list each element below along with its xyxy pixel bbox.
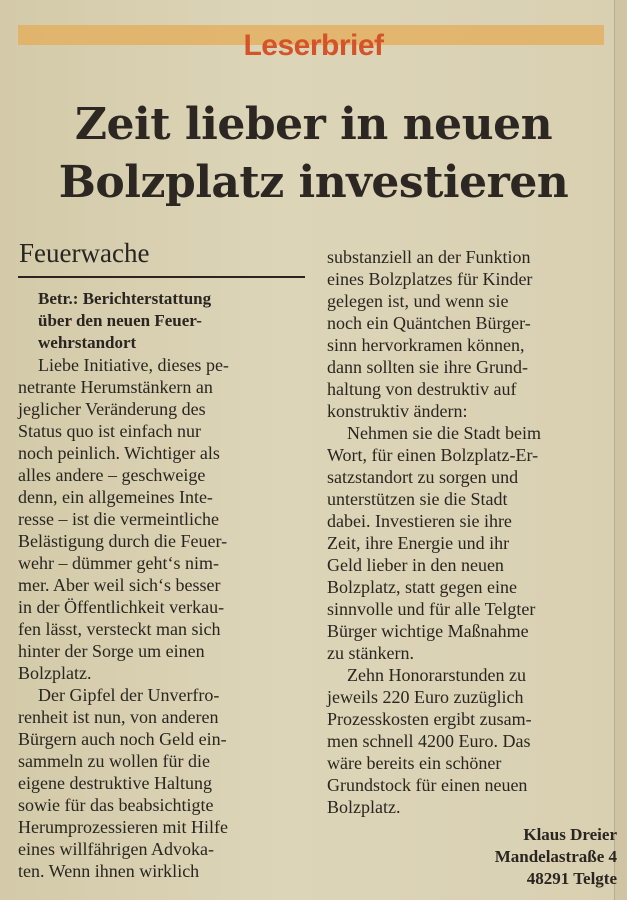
text-line: gelegen ist, und wenn sie: [327, 291, 509, 311]
article-headline: [0, 96, 627, 212]
text-line: Bolzplatz, statt gegen eine: [327, 577, 517, 597]
text-line: Zeit, ihre Energie und ihr: [327, 533, 510, 553]
text-line: satzstandort zu sorgen und: [327, 467, 519, 487]
text-line: Liebe Initiative, dieses pe-: [38, 355, 229, 375]
subject-line-2: über den neuen Feuer-: [38, 311, 202, 330]
text-line: jeweils 220 Euro zuzüglich: [327, 687, 524, 707]
body-text-right: [327, 246, 617, 818]
text-line: Nehmen sie die Stadt beim: [347, 423, 541, 443]
text-line: Geld lieber in den neuen: [327, 555, 504, 575]
article-column-right: [327, 246, 617, 890]
text-line: Belästigung durch die Feuer-: [18, 531, 228, 551]
text-line: Bolzplatz.: [327, 797, 401, 817]
text-line: wäre bereits ein schöner: [327, 753, 502, 773]
text-line: Der Gipfel der Unverfro-: [38, 685, 220, 705]
subject-line-3: wehrstandort: [38, 333, 137, 352]
text-line: eigene destruktive Haltung: [18, 773, 212, 793]
text-line: zu stänkern.: [327, 643, 414, 663]
subject-line: [18, 288, 305, 354]
text-line: konstruktiv ändern:: [327, 401, 468, 421]
text-line: wehr – dümmer geht‘s nim-: [18, 553, 219, 573]
text-line: Wort, für einen Bolzplatz-Er-: [327, 445, 539, 465]
rubric-rule: [18, 276, 305, 278]
text-line: renheit ist nun, von anderen: [18, 707, 219, 727]
author-name: Klaus Dreier: [523, 825, 617, 844]
author-street: Mandelastraße 4: [494, 847, 617, 866]
text-line: resse – ist die vermeintliche: [18, 509, 219, 529]
headline-line-2: Bolzplatz investieren: [58, 157, 569, 208]
text-line: sammeln zu wollen für die: [18, 751, 210, 771]
text-line: men schnell 4200 Euro. Das: [327, 731, 531, 751]
text-line: haltung von destruktiv auf: [327, 379, 517, 399]
text-line: Status quo ist einfach nur: [18, 421, 201, 441]
article-column-left: [18, 234, 305, 882]
body-text-left: [18, 354, 305, 882]
text-line: noch ein Quäntchen Bürger-: [327, 313, 531, 333]
text-line: dann sollten sie ihre Grund-: [327, 357, 528, 377]
section-kicker: Leserbrief: [243, 29, 384, 62]
text-line: substanziell an der Funktion: [327, 247, 531, 267]
text-line: Bolzplatz.: [18, 663, 92, 683]
text-line: dabei. Investieren sie ihre: [327, 511, 512, 531]
text-line: fen lässt, versteckt man sich: [18, 619, 221, 639]
text-line: ten. Wenn ihnen wirklich: [18, 861, 200, 881]
rubric-label: Feuerwache: [19, 238, 150, 268]
author-city: 48291 Telgte: [526, 869, 617, 888]
text-line: eines Bolzplatzes für Kinder: [327, 269, 533, 289]
text-line: jeglicher Veränderung des: [18, 399, 206, 419]
text-line: sowie für das beabsichtigte: [18, 795, 214, 815]
text-line: unterstützen sie die Stadt: [327, 489, 508, 509]
text-line: Bürgern auch noch Geld ein-: [18, 729, 227, 749]
subject-line-1: Betr.: Berichterstattung: [38, 289, 212, 308]
headline-line-1: Zeit lieber in neuen: [74, 99, 553, 150]
text-line: Herumprozessieren mit Hilfe: [18, 817, 228, 837]
text-line: netrante Herumstänkern an: [18, 377, 213, 397]
text-line: Bürger wichtige Maßnahme: [327, 621, 529, 641]
text-line: Grundstock für einen neuen: [327, 775, 528, 795]
text-line: hinter der Sorge um einen: [18, 641, 205, 661]
letter-signature: [327, 824, 617, 890]
text-line: denn, ein allgemeines Inte-: [18, 487, 213, 507]
text-line: eines willfährigen Advoka-: [18, 839, 214, 859]
text-line: alles andere – geschweige: [18, 465, 206, 485]
text-line: Zehn Honorarstunden zu: [347, 665, 526, 685]
text-line: noch peinlich. Wichtiger als: [18, 443, 220, 463]
text-line: mer. Aber weil sich‘s besser: [18, 575, 221, 595]
text-line: sinnvolle und für alle Telgter: [327, 599, 536, 619]
text-line: sinn hervorkramen können,: [327, 335, 525, 355]
text-line: in der Öffentlichkeit verkau-: [18, 597, 225, 617]
text-line: Prozesskosten ergibt zusam-: [327, 709, 532, 729]
